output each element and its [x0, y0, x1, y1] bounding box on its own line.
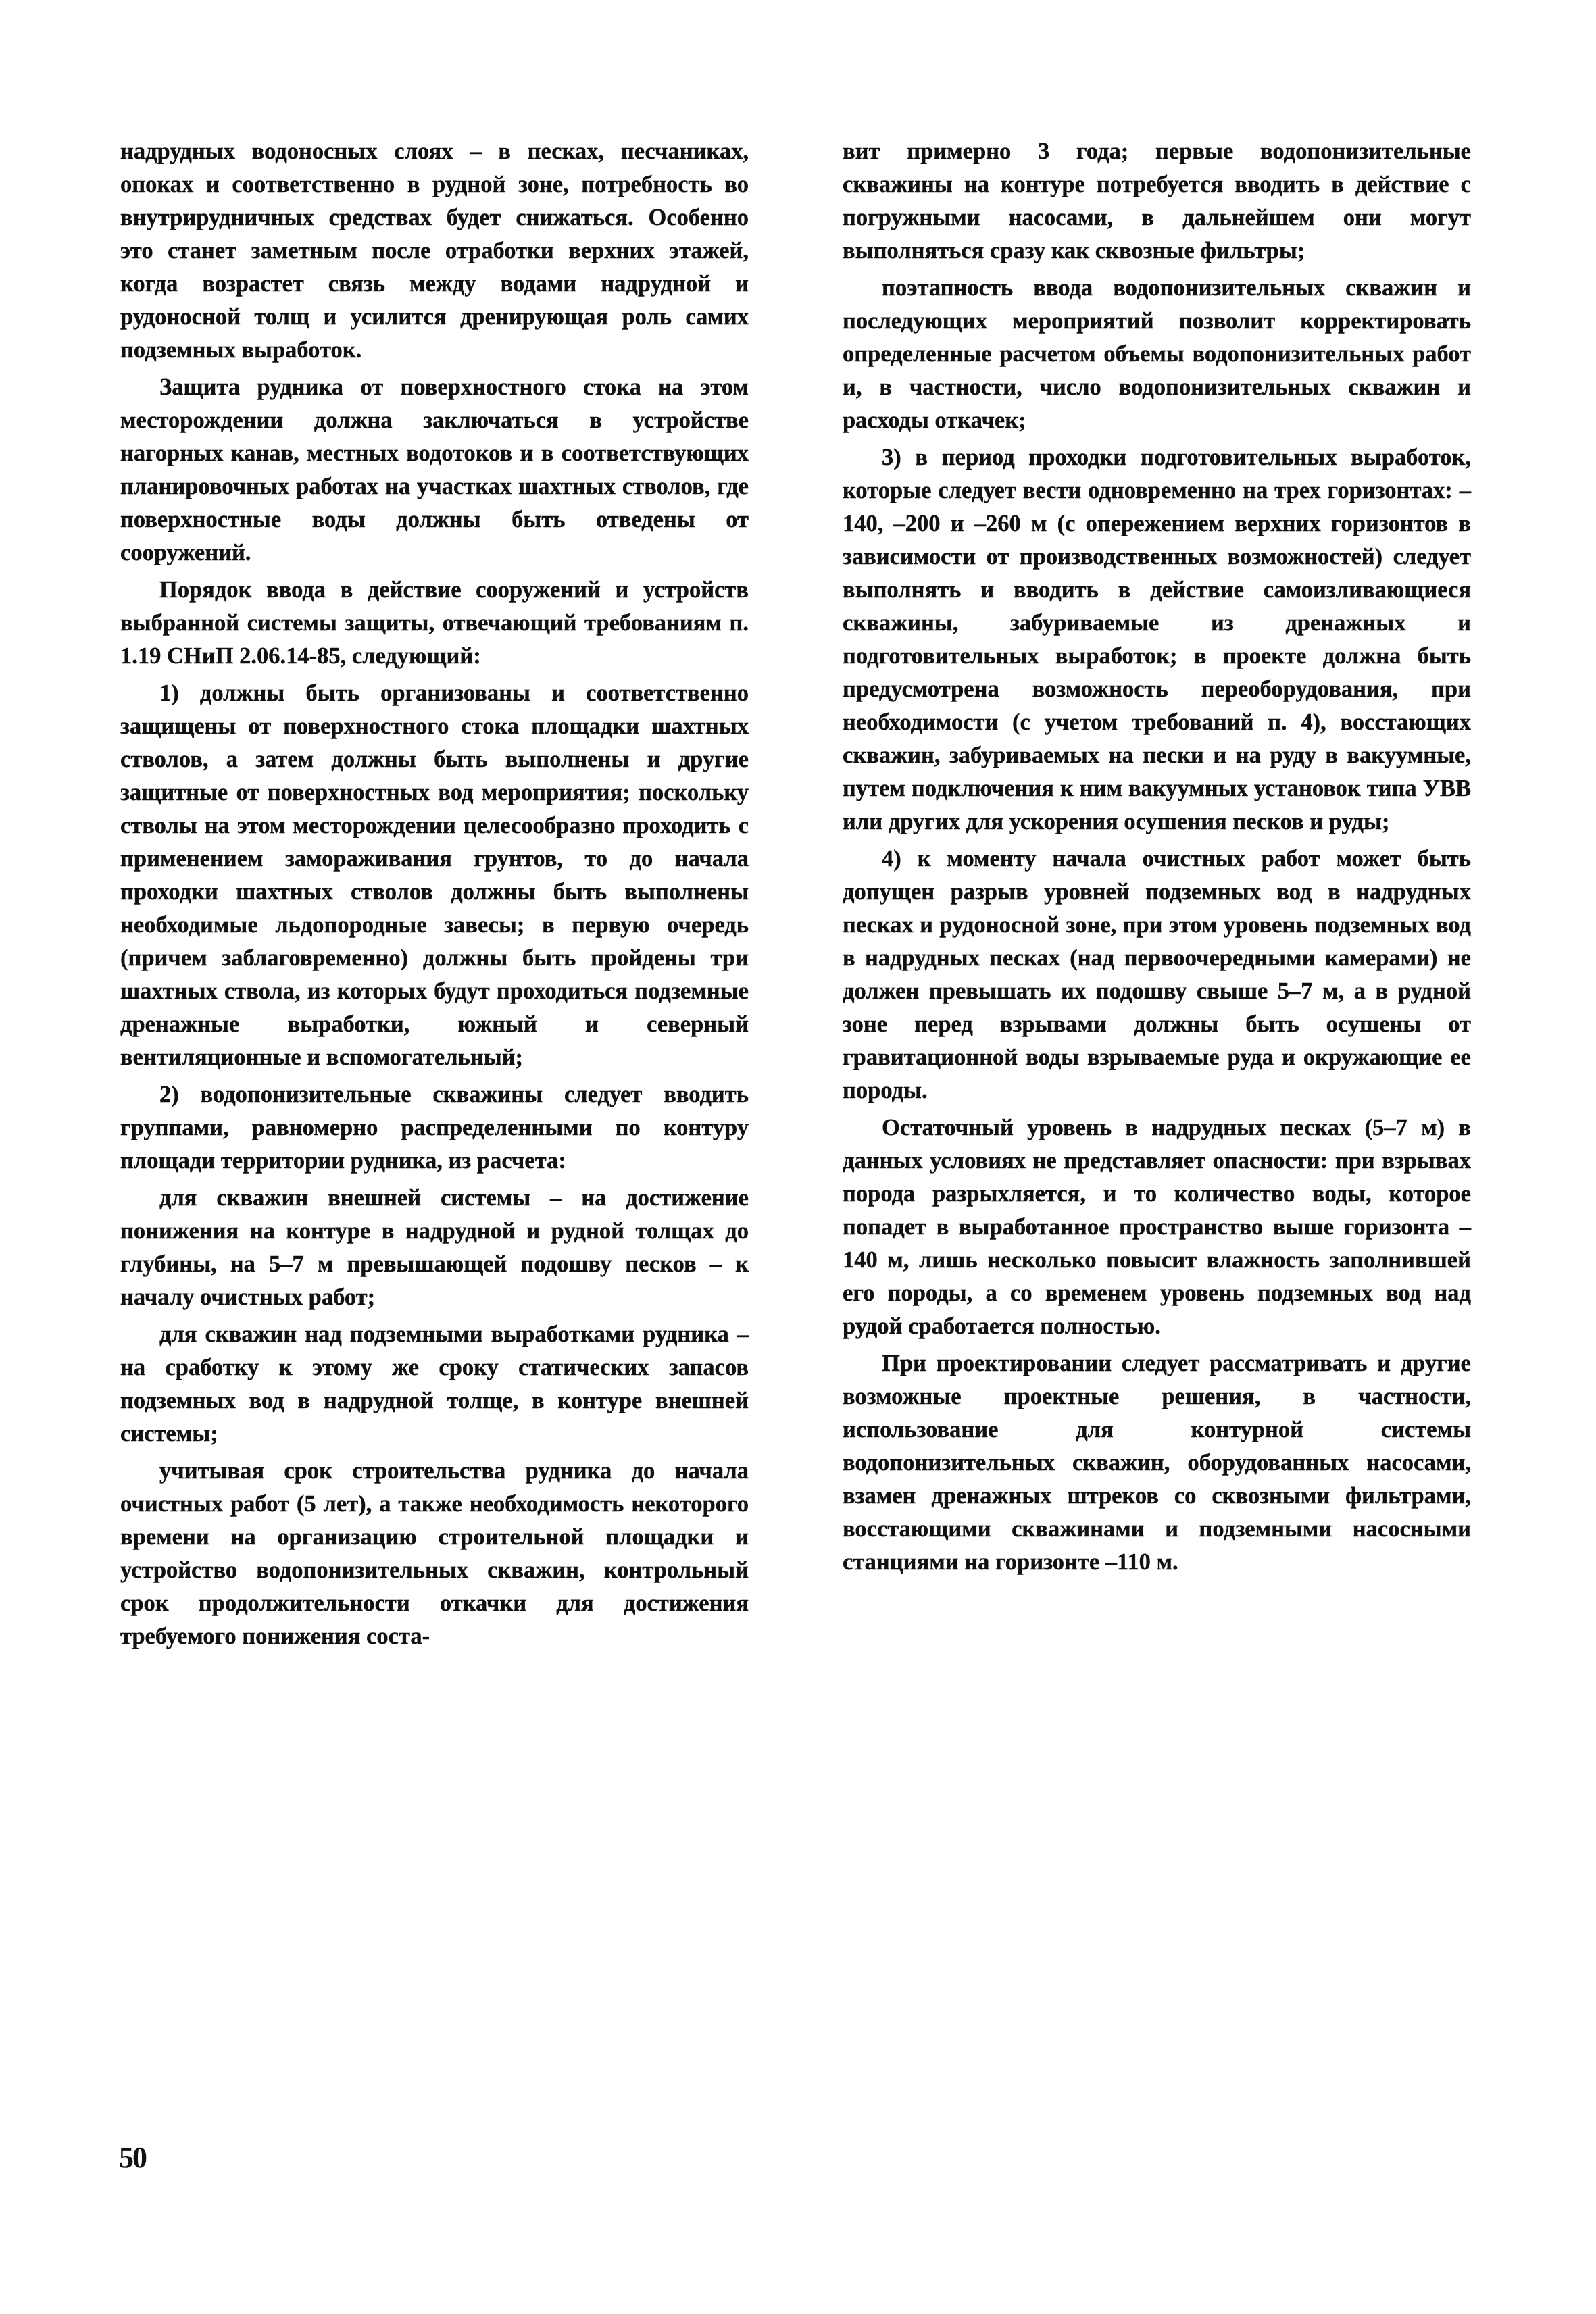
paragraph: 3) в период проходки подготовительных выработок, которые следует вести одновременно на трех горизонтах: –140, –200 и –260 м (с опережением верхних горизонтов в зависимости от производственных возможностей) следует выполнять и вводить в действие самоизливающиеся скважины, забуриваемые из дренажных и подготовительных выработок; в проекте должна быть предусмотрена возможность переоборудования, при необходимости (с учетом требований п. 4), восстающих скважин, забуриваемых на пески и на руду в вакуумные, путем подключения к ним вакуумных установок типа УВВ или других для ускорения осушения песков и руды; — [843, 445, 1471, 834]
paragraph: надрудных водоносных слоях – в песках, песчаниках, опоках и соответственно в рудной зоне, потребность во внутрирудничных средствах будет снижаться. Особенно это станет заметным после отработки верхних этажей, когда возрастет связь между водами надрудной и рудоносной толщ и усилится дренирующая роль самих подземных выработок. — [120, 139, 749, 363]
right-text-column — [843, 135, 1471, 1583]
paragraph: Порядок ввода в действие сооружений и устройств выбранной системы защиты, отвечающий требованиям п. 1.19 СНиП 2.06.14-85, следующий: — [120, 577, 749, 669]
paragraph: для скважин внешней системы – на достижение понижения на контуре в надрудной и рудной толщах до глубины, на 5–7 м превышающей подошву песков – к началу очистных работ; — [120, 1185, 749, 1310]
paragraph: Защита рудника от поверхностного стока на этом месторождении должна заключаться в устройстве нагорных канав, местных водотоков и в соответствующих планировочных работах на участках шахтных стволов, где поверхностные воды должны быть отведены от сооружений. — [120, 374, 749, 565]
paragraph: для скважин над подземными выработками рудника – на сработку к этому же сроку статических запасов подземных вод в надрудной толще, в контуре внешней системы; — [120, 1322, 749, 1447]
paragraph: вит примерно 3 года; первые водопонизительные скважины на контуре потребуется вводить в действие с погружными насосами, в дальнейшем они могут выполняться сразу как сквозные фильтры; — [843, 139, 1471, 263]
paragraph: учитывая срок строительства рудника до начала очистных работ (5 лет), а также необходимость некоторого времени на организацию строительной площадки и устройство водопонизительных скважин, контрольный срок продолжительности откачки для достижения требуемого понижения соста- — [120, 1458, 749, 1649]
left-text-column — [120, 135, 749, 1657]
page-number: 50 — [119, 2141, 146, 2174]
paragraph: поэтапность ввода водопонизительных скважин и последующих мероприятий позволит корректировать определенные расчетом объемы водопонизительных работ и, в частности, число водопонизительных скважин и расходы откачек; — [843, 275, 1471, 433]
paragraph: 4) к моменту начала очистных работ может быть допущен разрыв уровней подземных вод в надрудных песках и рудоносной зоне, при этом уровень подземных вод в надрудных песках (над первоочередными камерами) не должен превышать их подошву свыше 5–7 м, а в рудной зоне перед взрывами должны быть осушены от гравитационной воды взрываемые руда и окружающие ее породы. — [843, 846, 1471, 1103]
paragraph: Остаточный уровень в надрудных песках (5–7 м) в данных условиях не представляет опасности: при взрывах порода разрыхляется, и то количество воды, которое попадет в выработанное пространство выше горизонта –140 м, лишь несколько повысит влажность заполнившей его породы, а со временем уровень подземных вод над рудой сработается полностью. — [843, 1115, 1471, 1339]
paragraph: При проектировании следует рассматривать и другие возможные проектные решения, в частности, использование для контурной системы водопонизительных скважин, оборудованных насосами, взамен дренажных штреков со сквозными фильтрами, восстающими скважинами и подземными насосными станциями на горизонте –110 м. — [843, 1351, 1471, 1575]
paragraph: 1) должны быть организованы и соответственно защищены от поверхностного стока площадки шахтных стволов, а затем должны быть выполнены и другие защитные от поверхностных вод мероприятия; поскольку стволы на этом месторождении целесообразно проходить с применением замораживания грунтов, то до начала проходки шахтных стволов должны быть выполнены необходимые льдопородные завесы; в первую очередь (причем заблаговременно) должны быть пройдены три шахтных ствола, из которых будут проходиться подземные дренажные выработки, южный и северный вентиляционные и вспомогательный; — [120, 680, 749, 1070]
paragraph: 2) водопонизительные скважины следует вводить группами, равномерно распределенными по контуру площади территории рудника, из расчета: — [120, 1082, 749, 1174]
